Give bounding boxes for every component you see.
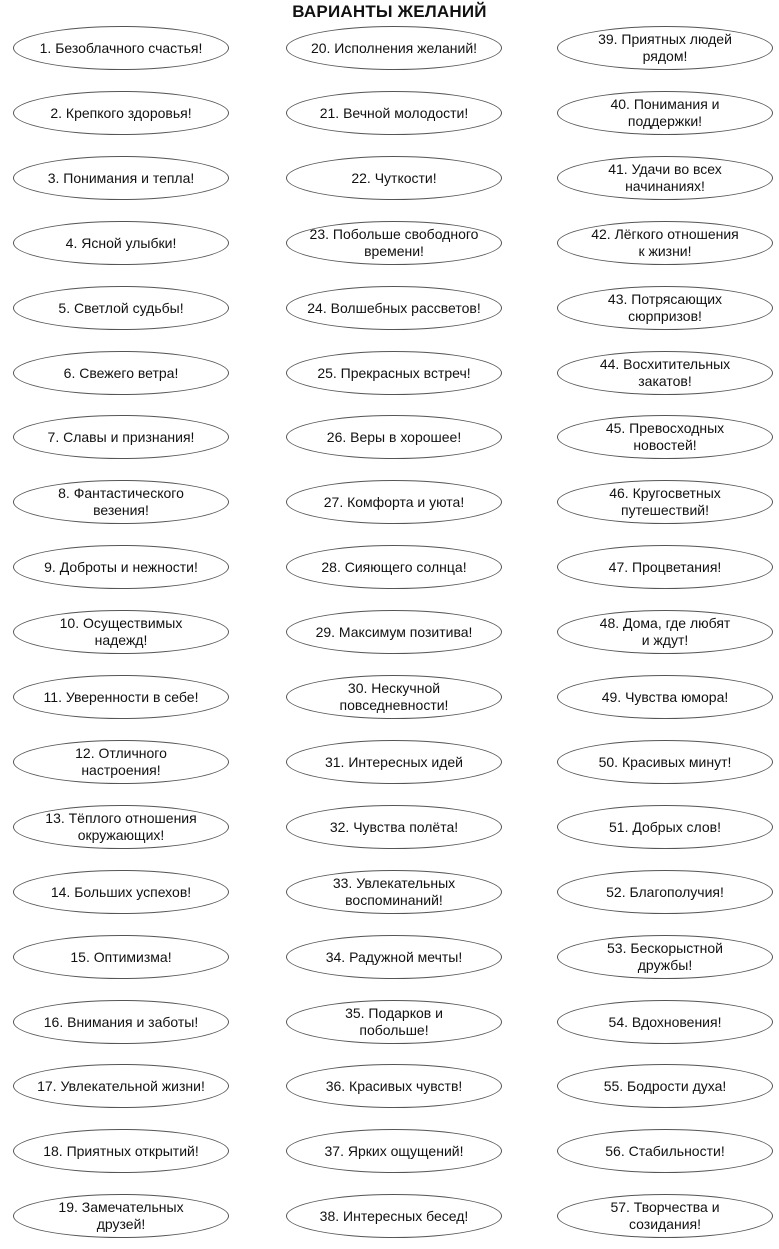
wish-text: 5. Светлой судьбы! — [58, 299, 184, 316]
wish-text: 32. Чувства полёта! — [329, 818, 459, 835]
wish-text: 14. Больших успехов! — [50, 883, 192, 900]
wish-oval — [286, 805, 502, 849]
wish-oval — [557, 1064, 773, 1108]
wish-text: 55. Бодрости духа! — [603, 1077, 727, 1094]
wish-text: 44. Восхитительных закатов! — [599, 356, 731, 389]
wish-text: 19. Замечательных друзей! — [58, 1199, 184, 1232]
wish-oval — [557, 286, 773, 330]
wish-oval — [557, 1194, 773, 1238]
wish-text: 29. Максимум позитива! — [315, 623, 473, 640]
wish-oval — [286, 221, 502, 265]
wish-oval — [286, 156, 502, 200]
wish-text: 48. Дома, где любят и ждут! — [599, 615, 731, 648]
wish-text: 31. Интересных идей — [324, 753, 464, 770]
wish-text: 41. Удачи во всех начинаниях! — [608, 161, 722, 194]
wish-text: 30. Нескучной повседневности! — [339, 680, 449, 713]
wish-oval — [557, 480, 773, 524]
wish-oval — [286, 1194, 502, 1238]
wish-oval — [286, 935, 502, 979]
wish-oval — [286, 286, 502, 330]
wish-text: 49. Чувства юмора! — [601, 688, 729, 705]
wish-oval — [13, 26, 229, 70]
wish-text: 23. Побольше свободного времени! — [309, 226, 479, 259]
wish-oval — [13, 740, 229, 784]
wish-text: 34. Радужной мечты! — [325, 948, 463, 965]
wish-oval — [557, 221, 773, 265]
wish-oval — [286, 26, 502, 70]
wish-text: 21. Вечной молодости! — [319, 104, 469, 121]
wish-text: 24. Волшебных рассветов! — [307, 299, 481, 316]
wish-text: 56. Стабильности! — [605, 1142, 725, 1159]
wish-oval — [13, 935, 229, 979]
wish-text: 35. Подарков и побольше! — [345, 1005, 443, 1038]
wish-oval — [13, 286, 229, 330]
wish-oval — [286, 480, 502, 524]
wish-oval — [557, 415, 773, 459]
wish-oval — [13, 1000, 229, 1044]
wish-oval — [557, 1000, 773, 1044]
wish-text: 47. Процветания! — [608, 558, 722, 575]
wish-text: 28. Сияющего солнца! — [321, 558, 467, 575]
wish-oval — [13, 675, 229, 719]
wish-oval — [13, 221, 229, 265]
wish-oval — [13, 610, 229, 654]
wish-oval — [557, 935, 773, 979]
wish-text: 40. Понимания и поддержки! — [610, 96, 720, 129]
wish-oval — [557, 870, 773, 914]
wish-oval — [13, 415, 229, 459]
wish-oval — [13, 805, 229, 849]
wish-text: 37. Ярких ощущений! — [324, 1142, 464, 1159]
wish-oval — [557, 610, 773, 654]
wish-oval — [286, 1064, 502, 1108]
wish-text: 12. Отличного настроения! — [75, 745, 167, 778]
wish-oval — [13, 91, 229, 135]
wish-text: 6. Свежего ветра! — [63, 364, 179, 381]
wish-text: 42. Лёгкого отношения к жизни! — [591, 226, 739, 259]
wish-oval — [286, 1000, 502, 1044]
wish-text: 57. Творчества и созидания! — [610, 1199, 720, 1232]
wish-oval — [13, 1194, 229, 1238]
wish-oval — [286, 870, 502, 914]
wish-oval — [557, 675, 773, 719]
wish-oval — [286, 1129, 502, 1173]
wish-oval — [286, 610, 502, 654]
wish-text: 25. Прекрасных встреч! — [317, 364, 471, 381]
wish-text: 54. Вдохновения! — [608, 1013, 722, 1030]
wish-oval — [557, 805, 773, 849]
wish-text: 18. Приятных открытий! — [43, 1142, 199, 1159]
wish-text: 52. Благополучия! — [606, 883, 724, 900]
wish-oval — [13, 480, 229, 524]
wish-text: 51. Добрых слов! — [609, 818, 721, 835]
wish-oval — [557, 545, 773, 589]
wish-text: 9. Доброты и нежности! — [44, 558, 198, 575]
wish-text: 38. Интересных бесед! — [319, 1207, 469, 1224]
wish-oval — [557, 91, 773, 135]
wish-text: 36. Красивых чувств! — [325, 1077, 463, 1094]
wish-text: 22. Чуткости! — [351, 169, 437, 186]
wish-text: 17. Увлекательной жизни! — [37, 1077, 205, 1094]
wish-text: 8. Фантастического везения! — [58, 485, 184, 518]
wish-oval — [13, 545, 229, 589]
wish-oval — [557, 26, 773, 70]
wish-text: 13. Тёплого отношения окружающих! — [45, 810, 197, 843]
wish-text: 53. Бескорыстной дружбы! — [607, 940, 723, 973]
wish-text: 45. Превосходных новостей! — [605, 420, 725, 453]
wish-oval — [13, 1064, 229, 1108]
wish-text: 10. Осуществимых надежд! — [59, 615, 183, 648]
wish-text: 46. Кругосветных путешествий! — [609, 485, 721, 518]
wish-oval — [557, 351, 773, 395]
wish-oval — [286, 351, 502, 395]
wish-oval — [13, 870, 229, 914]
wish-text: 16. Внимания и заботы! — [43, 1013, 199, 1030]
wish-text: 20. Исполнения желаний! — [310, 39, 478, 56]
wish-oval — [286, 91, 502, 135]
wish-text: 50. Красивых минут! — [598, 753, 732, 770]
wish-text: 15. Оптимизма! — [70, 948, 172, 965]
wish-text: 43. Потрясающих сюрпризов! — [607, 291, 723, 324]
wish-text: 26. Веры в хорошее! — [326, 428, 462, 445]
wish-text: 27. Комфорта и уюта! — [323, 493, 465, 510]
wish-oval — [557, 740, 773, 784]
wish-text: 1. Безоблачного счастья! — [39, 39, 203, 56]
wish-oval — [13, 351, 229, 395]
wish-text: 4. Ясной улыбки! — [65, 234, 177, 251]
page-title: ВАРИАНТЫ ЖЕЛАНИЙ — [292, 2, 487, 21]
wish-text: 11. Уверенности в себе! — [43, 688, 199, 705]
wish-oval — [557, 156, 773, 200]
wish-oval — [286, 415, 502, 459]
wish-text: 7. Славы и признания! — [47, 428, 195, 445]
wish-oval — [13, 156, 229, 200]
wish-text: 39. Приятных людей рядом! — [598, 31, 732, 64]
wish-text: 33. Увлекательных воспоминаний! — [332, 875, 456, 908]
wish-text: 3. Понимания и тепла! — [47, 169, 195, 186]
wish-text: 2. Крепкого здоровья! — [50, 104, 192, 121]
wish-oval — [557, 1129, 773, 1173]
wish-oval — [286, 675, 502, 719]
wish-oval — [286, 545, 502, 589]
wish-oval — [286, 740, 502, 784]
wish-oval — [13, 1129, 229, 1173]
